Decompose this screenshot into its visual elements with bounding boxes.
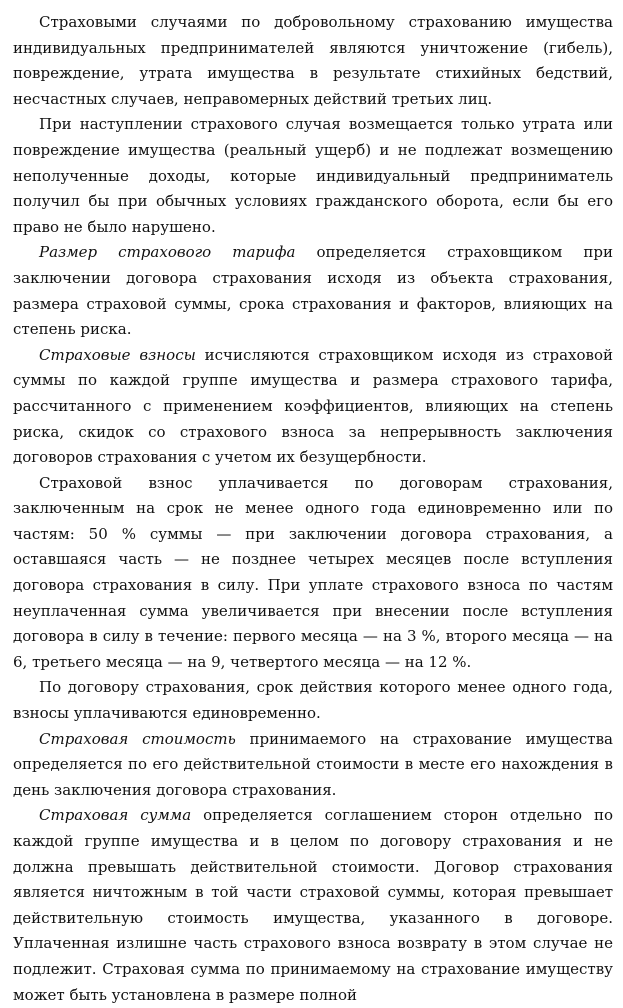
paragraph-text: определяется соглашением сторон отдельно по каждой группе имущества и в целом по договору страхования и не должна превышать действительной стоимости. Договор страхования является ничтожным в той части страховой суммы, которая превышает действительную стоимость имущества, указанного в договоре. Уплаченная излишне часть страхового взноса возврату в этом случае не подлежит. Страховая сумма по принимаемому на страхование имуществу может быть установлена в размере полной — [13, 806, 614, 1004]
term-insured-sum: Страховая сумма — [39, 806, 192, 825]
paragraph-tariff — [13, 240, 613, 342]
paragraph-premiums — [13, 343, 613, 471]
paragraph-short-term — [13, 675, 613, 726]
paragraph-text: При наступлении страхового случая возмещается только утрата или повреждение имущества (реальный ущерб) и не подлежат возмещению неполученные доходы, которые индивидуальный предприниматель получил бы при обычных условиях гражданского оборота, если бы его право не было нарушено. — [13, 115, 613, 236]
paragraph-insured-events — [13, 10, 613, 112]
document-page — [13, 10, 613, 1008]
term-insured-value: Страховая стоимость — [39, 729, 236, 748]
paragraph-text: определяется страховщиком при заключении договора страхования исходя из объекта страхования, размера страховой суммы, срока страхования и факторов, влияющих на степень риска. — [13, 243, 613, 339]
paragraph-insured-sum — [13, 803, 613, 1008]
paragraph-text: Страховыми случаями по добровольному страхованию имущества индивидуальных предпринимателей являются уничтожение (гибель), повреждение, утрата имущества в результате стихийных бедствий, несчастных случаев, неправомерных действий третьих лиц. — [13, 13, 613, 108]
paragraph-payment — [13, 471, 613, 676]
paragraph-text: Страховой взнос уплачивается по договорам страхования, заключенным на срок не менее одного года единовременно или по частям: 50 % суммы — при заключении договора страхования, а оставшаяся часть — не позднее четырех месяцев после вступления договора страхования в силу. При уплате страхового взноса по частям неуплаченная сумма увеличивается при внесении после вступления договора в силу в течение: первого месяца — на 3 %, второго месяца — на 6, третьего месяца — на 9, четвертого месяца — на 12 %. — [13, 473, 613, 671]
paragraph-text: По договору страхования, срок действия которого менее одного года, взносы уплачиваются единовременно. — [13, 678, 613, 723]
paragraph-text: принимаемого на страхование имущества определяется по его действительной стоимости в месте его нахождения в день заключения договора страхования. — [13, 729, 613, 799]
term-premiums: Страховые взносы — [39, 345, 196, 364]
paragraph-compensation — [13, 112, 613, 240]
term-tariff: Размер страхового тарифа — [39, 243, 296, 262]
paragraph-text: исчисляются страховщиком исходя из страховой суммы по каждой группе имущества и размера страхового тарифа, рассчитанного с применением коэффициентов, влияющих на степень риска, скидок со страхового взноса за непрерывность заключения договоров страхования с учетом их безущербности. — [13, 345, 613, 467]
paragraph-insured-value — [13, 727, 613, 804]
